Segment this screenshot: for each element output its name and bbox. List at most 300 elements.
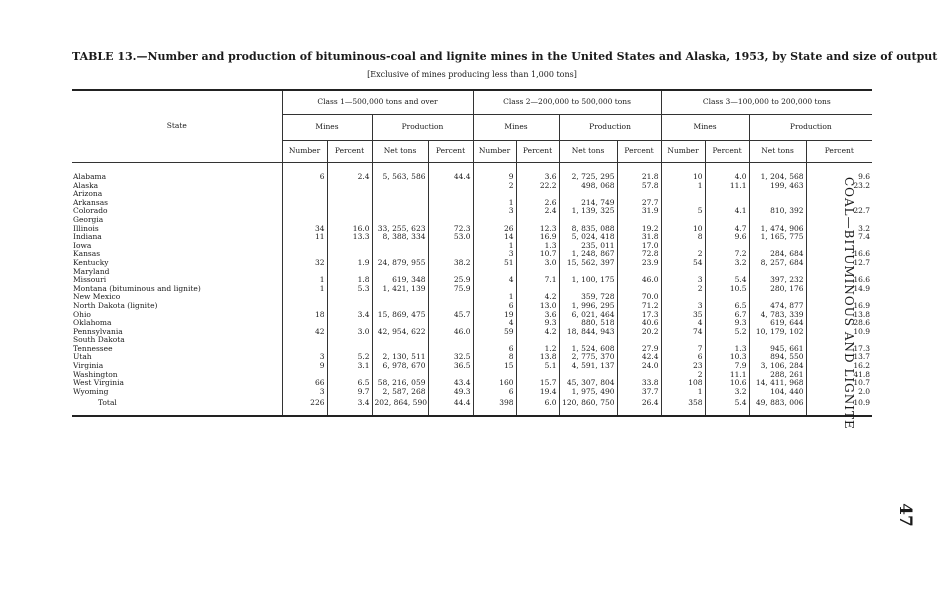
table-cell: 2 [661,285,705,294]
table-cell: 45.7 [428,311,473,320]
table-cell: 4 [661,319,705,328]
table-cell: 15, 562, 397 [559,259,617,268]
state-name: Pennsylvania [72,328,282,337]
table-cell [372,207,428,216]
table-cell [327,268,372,277]
table-row [72,225,872,234]
table-cell: 2 [661,371,705,380]
table-row [72,199,872,208]
table-cell: 1, 474, 906 [749,225,806,234]
table-cell [372,293,428,302]
table-cell: 19 [473,311,516,320]
table-cell: 8 [473,353,516,362]
table-cell: 37.7 [617,388,661,397]
table-cell [372,190,428,199]
state-name: Illinois [72,225,282,234]
table-cell [428,302,473,311]
table-cell: 810, 392 [749,207,806,216]
table-cell [372,336,428,345]
table-cell [661,190,705,199]
table-cell: 2.4 [516,207,559,216]
table-cell [617,285,661,294]
table-cell [749,190,806,199]
table-cell: 1, 139, 325 [559,207,617,216]
table-cell [428,268,473,277]
table-cell: 1 [473,293,516,302]
table-cell: 16.6 [853,250,871,259]
class3-mines-percent-header: Percent [705,141,749,163]
table-cell: 4 [473,319,516,328]
table-cell: 11.1 [705,182,749,191]
table-cell: 34 [282,225,327,234]
table-cell: 3.2 [705,388,749,397]
table-cell [705,190,749,199]
table-cell: 1, 204, 568 [749,163,806,182]
table-cell: 72.3 [428,225,473,234]
state-name: Utah [72,353,282,362]
table-cell [516,371,559,380]
state-name: Washington [72,371,282,380]
table-cell: 226 [282,396,327,416]
table-cell: 1, 165, 775 [749,233,806,242]
table-cell: 4, 783, 339 [749,311,806,320]
table-cell: 3, 106, 284 [749,362,806,371]
table-cell: 1, 421, 139 [372,285,428,294]
table-cell: 5.4 [705,396,749,416]
table-cell [617,216,661,225]
table-cell: 10.3 [705,353,749,362]
table-cell: 9.3 [705,319,749,328]
table-cell [705,199,749,208]
table-row [72,268,872,277]
table-cell [372,182,428,191]
table-row [72,345,872,354]
table-cell: 6.0 [516,396,559,416]
table-cell: 1, 100, 175 [559,276,617,285]
table-cell: 1 [282,276,327,285]
table-row [72,388,872,397]
table-cell: 26.4 [617,396,661,416]
table-cell [473,268,516,277]
table-cell [327,250,372,259]
table-cell [559,285,617,294]
table-cell: 17.3 [853,344,871,353]
table-cell [516,336,559,345]
table-cell [559,216,617,225]
table-cell: 9 [282,362,327,371]
table-cell: 10.7 [516,250,559,259]
table-cell [372,199,428,208]
table-cell: 120, 860, 750 [559,396,617,416]
table-cell: 14 [473,233,516,242]
table-cell: 5.3 [327,285,372,294]
table-cell: 35 [661,311,705,320]
table-cell [372,319,428,328]
table-cell: 22.7 [853,207,871,216]
table-row [72,371,872,380]
table-cell [327,319,372,328]
table-cell: 619, 644 [749,319,806,328]
table-cell: 27.9 [617,345,661,354]
table-cell [282,250,327,259]
table-cell: 42 [282,328,327,337]
table-row [72,233,872,242]
table-cell [749,216,806,225]
table-cell [661,268,705,277]
table-cell: 19.4 [516,388,559,397]
table-cell: 8, 388, 334 [372,233,428,242]
table-cell: 16.6 [853,276,871,285]
class2-mines-header: Mines [473,115,559,141]
table-row [72,276,872,285]
table-cell: 880, 518 [559,319,617,328]
table-cell [282,302,327,311]
table-cell [327,371,372,380]
running-head-side-label: COAL—BITUMINOUS AND LIGNITE [842,177,856,430]
table-cell: 49.3 [428,388,473,397]
table-cell [282,190,327,199]
table-cell: 33, 255, 623 [372,225,428,234]
table-cell: 41.8 [853,370,871,379]
table-cell: 7.4 [858,233,871,242]
state-name: Kansas [72,250,282,259]
table-cell [428,242,473,251]
table-cell [327,336,372,345]
table-cell: 6 [473,302,516,311]
table-cell: 2.6 [516,199,559,208]
state-name: Montana (bituminous and lignite) [72,285,282,294]
state-name: Virginia [72,362,282,371]
table-cell [428,182,473,191]
table-cell: 3 [661,302,705,311]
table-cell: 36.5 [428,362,473,371]
table-cell: 1, 524, 608 [559,345,617,354]
table-cell: 25.9 [428,276,473,285]
table-cell: 16.9 [853,301,871,310]
table-cell [559,190,617,199]
table-cell: 5 [661,207,705,216]
table-cell [327,216,372,225]
table-title: TABLE 13.—Number and production of bituminous-coal and lignite mines in the United States and Alaska, 1953, by State and size of output [72,50,938,63]
state-name: Total [72,396,282,416]
table-cell [473,285,516,294]
class1-number-header: Number [282,141,327,163]
table-cell [428,371,473,380]
table-cell: 2, 587, 268 [372,388,428,397]
table-cell: 5.4 [705,276,749,285]
table-cell: 1, 975, 490 [559,388,617,397]
table-cell [617,190,661,199]
table-cell [806,268,872,277]
table-row [72,242,872,251]
table-cell: 71.2 [617,302,661,311]
table-cell [327,199,372,208]
table-cell: 57.8 [617,182,661,191]
table-cell: 24.0 [617,362,661,371]
table-cell [661,336,705,345]
table-cell: 4, 591, 137 [559,362,617,371]
table-cell [516,216,559,225]
class3-net-tons-header: Net tons [749,141,806,163]
table-row [72,302,872,311]
table-cell: 1.2 [516,345,559,354]
table-cell: 2.0 [858,387,871,396]
table-cell: 4.7 [705,225,749,234]
table-cell: 6.5 [327,379,372,388]
table-cell: 10.7 [853,379,871,388]
table-cell: 358 [661,396,705,416]
state-name: Arkansas [72,199,282,208]
class2-net-tons-header: Net tons [559,141,617,163]
table-cell [372,345,428,354]
table-cell [282,182,327,191]
table-cell: 13.8 [853,310,871,319]
table-cell [428,336,473,345]
table-cell [749,268,806,277]
table-cell: 13.3 [327,233,372,242]
table-cell: 17.3 [617,311,661,320]
table-cell: 280, 176 [749,285,806,294]
table-cell: 8 [661,233,705,242]
table-cell: 160 [473,379,516,388]
table-cell: 31.8 [617,233,661,242]
table-cell [428,199,473,208]
table-cell [372,302,428,311]
table-cell: 6 [473,388,516,397]
table-row [72,163,872,182]
table-cell: 2 [473,182,516,191]
table-cell: 894, 550 [749,353,806,362]
table-cell: 3 [473,207,516,216]
table-cell: 8, 257, 684 [749,259,806,268]
table-cell: 20.2 [617,328,661,337]
table-cell [516,285,559,294]
table-cell: 359, 728 [559,293,617,302]
table-cell [473,371,516,380]
table-cell: 44.4 [428,396,473,416]
table-cell [282,336,327,345]
state-name: Iowa [72,242,282,251]
table-cell: 6, 021, 464 [559,311,617,320]
table-cell: 66 [282,379,327,388]
table-cell [617,336,661,345]
table-cell: 15.7 [516,379,559,388]
table-cell: 3.2 [705,259,749,268]
table-cell: 44.4 [428,163,473,182]
table-cell [327,302,372,311]
table-cell: 6, 978, 670 [372,362,428,371]
table-cell: 13.8 [516,353,559,362]
table-cell: 3.4 [327,311,372,320]
table-cell: 70.0 [617,293,661,302]
table-cell: 6 [661,353,705,362]
table-row [72,293,872,302]
table-cell: 619, 348 [372,276,428,285]
table-cell [617,268,661,277]
state-name: Colorado [72,207,282,216]
table-cell: 32.5 [428,353,473,362]
table-row [72,328,872,337]
table-cell [806,216,872,225]
table-cell: 75.9 [428,285,473,294]
table-cell: 43.4 [428,379,473,388]
table-cell: 3.0 [327,328,372,337]
table-cell: 3.0 [516,259,559,268]
table-cell: 1 [473,199,516,208]
table-cell [516,268,559,277]
table-cell: 3 [282,353,327,362]
state-name: Wyoming [72,388,282,397]
table-cell: 16.0 [327,225,372,234]
table-row [72,362,872,371]
table-cell: 7 [661,345,705,354]
table-cell: 5, 024, 418 [559,233,617,242]
table-cell: 19.2 [617,225,661,234]
table-cell: 9.6 [705,233,749,242]
table-cell [282,216,327,225]
table-cell: 26 [473,225,516,234]
table-body [72,163,872,430]
class1-header: Class 1—500,000 tons and over [282,90,473,115]
table-cell [428,345,473,354]
table-cell: 22.2 [516,182,559,191]
table-cell: 2, 775, 370 [559,353,617,362]
table-cell [372,216,428,225]
table-cell: 33.8 [617,379,661,388]
table-cell: 397, 232 [749,276,806,285]
table-cell [661,293,705,302]
page-number: 47 [895,503,915,527]
table-cell: 1.9 [327,259,372,268]
table-cell [705,242,749,251]
table-cell: 45, 307, 804 [559,379,617,388]
state-name: Tennessee [72,345,282,354]
table-cell: 6 [282,163,327,182]
table-cell: 23.2 [853,181,871,190]
table-cell: 1 [661,182,705,191]
class2-number-header: Number [473,141,516,163]
table-cell: 4.2 [516,293,559,302]
class2-mines-percent-header: Percent [516,141,559,163]
class3-production-header: Production [749,115,872,141]
table-cell: 1 [661,388,705,397]
table-cell: 42.4 [617,353,661,362]
table-cell [806,293,872,302]
table-cell: 4.2 [516,328,559,337]
table-cell: 9.3 [516,319,559,328]
state-name: Oklahoma [72,319,282,328]
table-cell: 13.0 [516,302,559,311]
table-cell: 5.2 [705,328,749,337]
table-cell: 2, 725, 295 [559,163,617,182]
table-cell: 945, 661 [749,345,806,354]
table-cell: 27.7 [617,199,661,208]
table-cell [327,242,372,251]
table-cell: 46.0 [428,328,473,337]
table-cell: 3 [473,250,516,259]
table-cell: 1 [282,285,327,294]
table-cell: 6.7 [705,311,749,320]
table-row [72,190,872,199]
table-cell: 202, 864, 590 [372,396,428,416]
table-cell: 12.3 [516,225,559,234]
table-row [72,207,872,216]
table-cell: 1, 248, 867 [559,250,617,259]
table-cell: 2, 130, 511 [372,353,428,362]
table-cell: 199, 463 [749,182,806,191]
total-row [72,396,872,416]
table-cell [327,345,372,354]
table-cell: 5.1 [516,362,559,371]
table-cell: 5, 563, 586 [372,163,428,182]
table-cell [661,242,705,251]
table-cell [372,268,428,277]
table-cell: 288, 261 [749,371,806,380]
table-row [72,353,872,362]
table-cell [705,216,749,225]
table-cell: 10.9 [853,327,871,336]
table-cell: 3 [661,276,705,285]
table-cell [282,268,327,277]
table-cell: 5.2 [327,353,372,362]
table-cell [559,371,617,380]
table-row [72,336,872,345]
state-name: Kentucky [72,259,282,268]
table-cell: 104, 440 [749,388,806,397]
table-cell: 9.6 [858,172,871,181]
table-row [72,259,872,268]
table-cell [806,190,872,199]
table-cell: 1.8 [327,276,372,285]
table-cell: 214, 749 [559,199,617,208]
table-subtitle: [Exclusive of mines producing less than 1,000 tons] [367,70,577,79]
class1-production-percent-header: Percent [428,141,473,163]
table-cell: 10 [661,225,705,234]
table-cell: 6.5 [705,302,749,311]
table-cell: 10.9 [806,396,872,416]
table-cell: 3.1 [327,362,372,371]
table-cell: 12.7 [853,258,871,267]
table-cell [749,336,806,345]
table-cell: 15 [473,362,516,371]
table-cell [559,268,617,277]
table-cell [806,336,872,345]
state-name: Indiana [72,233,282,242]
table-cell: 31.9 [617,207,661,216]
class3-production-percent-header: Percent [806,141,872,163]
table-row [72,285,872,294]
table-row [72,216,872,225]
table-cell [473,336,516,345]
table-cell [282,345,327,354]
table-cell: 21.8 [617,163,661,182]
table-cell: 284, 684 [749,250,806,259]
mines-production-table [72,89,872,430]
table-cell: 51 [473,259,516,268]
state-name: West Virginia [72,379,282,388]
state-name: South Dakota [72,336,282,345]
table-cell: 13.7 [853,353,871,362]
table-cell [749,293,806,302]
table-cell: 11.1 [705,371,749,380]
state-column-header: State [72,90,282,163]
table-cell: 32 [282,259,327,268]
class3-mines-header: Mines [661,115,749,141]
state-name: Alaska [72,182,282,191]
class1-mines-percent-header: Percent [327,141,372,163]
table-cell [806,242,872,251]
table-cell [428,293,473,302]
